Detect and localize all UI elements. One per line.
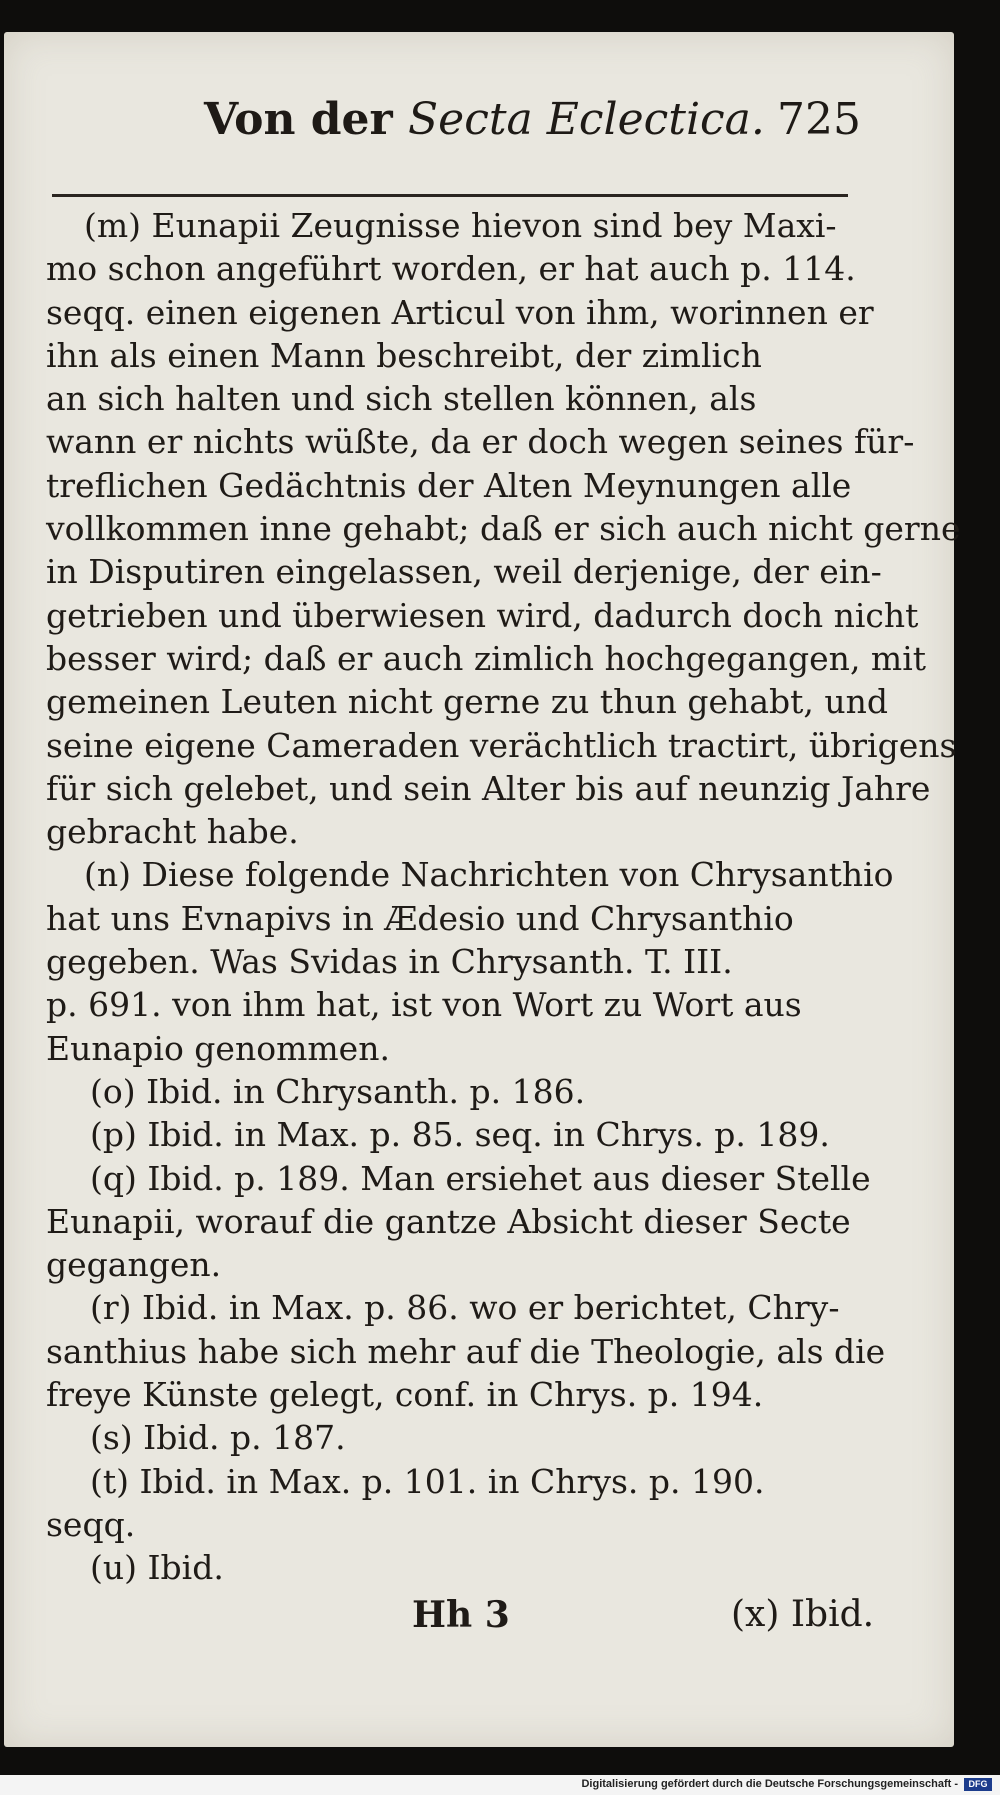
note-line: (p) Ibid. in Max. p. 85. seq. in Chrys. p. 189.	[90, 1115, 830, 1155]
page-header	[204, 94, 861, 164]
note-line: ihn als einen Mann beschreibt, der zimlich	[46, 335, 762, 375]
footnotes-block	[46, 204, 961, 1590]
note-line: (s) Ibid. p. 187.	[90, 1418, 346, 1458]
note-line: für sich gelebet, und sein Alter bis auf neunzig Jahre	[46, 768, 931, 808]
note-line: seqq. einen eigenen Articul von ihm, worinnen er	[46, 292, 874, 332]
book-page	[4, 32, 961, 1747]
note-line: besser wird; daß er auch zimlich hochgegangen, mit	[46, 638, 927, 678]
running-head-text: Von der	[204, 94, 409, 145]
note-line: seine eigene Cameraden verächtlich tractirt, übrigens	[46, 725, 957, 765]
signature-mark: Hh 3	[412, 1594, 510, 1636]
note-line: (n) Diese folgende Nachrichten von Chrysanthio	[84, 855, 894, 895]
note-line: hat uns Evnapivs in Ædesio und Chrysanthio	[46, 898, 794, 938]
note-line: p. 691. von ihm hat, ist von Wort zu Wort aus	[46, 985, 802, 1025]
note-line: gebracht habe.	[46, 812, 299, 852]
note-line: gemeinen Leuten nicht gerne zu thun gehabt, und	[46, 682, 888, 722]
note-line: (q) Ibid. p. 189. Man ersiehet aus dieser Stelle	[90, 1158, 871, 1198]
dfg-logo-icon: DFG	[964, 1778, 992, 1791]
note-line: (o) Ibid. in Chrysanth. p. 186.	[90, 1071, 586, 1111]
header-rule	[52, 194, 848, 197]
page-footer	[4, 1584, 954, 1644]
note-line: Eunapii, worauf die gantze Absicht dieser Secte	[46, 1201, 851, 1241]
note-line: freye Künste gelegt, conf. in Chrys. p. 194.	[46, 1375, 764, 1415]
note-line: (u) Ibid.	[90, 1548, 224, 1588]
note-line: vollkommen inne gehabt; daß er sich auch nicht gerne	[46, 509, 961, 549]
running-head	[204, 94, 765, 145]
note-line: gegeben. Was Svidas in Chrysanth. T. III.	[46, 942, 733, 982]
note-line: an sich halten und sich stellen können, als	[46, 379, 757, 419]
note-line: mo schon angeführt worden, er hat auch p. 114.	[46, 249, 856, 289]
note-line: Eunapio genommen.	[46, 1028, 390, 1068]
note-line: gegangen.	[46, 1245, 222, 1285]
note-line: wann er nichts wüßte, da er doch wegen seines für-	[46, 422, 915, 462]
note-line: treflichen Gedächtnis der Alten Meynungen alle	[46, 465, 852, 505]
note-line: getrieben und überwiesen wird, dadurch doch nicht	[46, 595, 919, 635]
note-line: in Disputiren eingelassen, weil derjenige, der ein-	[46, 552, 882, 592]
digitization-credit-bar	[0, 1775, 1000, 1795]
page-number: 725	[777, 94, 861, 145]
running-head-italic: Secta Eclectica.	[408, 94, 765, 145]
note-line: santhius habe sich mehr auf die Theologie, als die	[46, 1331, 886, 1371]
note-line: (r) Ibid. in Max. p. 86. wo er berichtet, Chry-	[90, 1288, 840, 1328]
note-line: (m) Eunapii Zeugnisse hievon sind bey Maxi-	[84, 206, 837, 245]
note-line: (t) Ibid. in Max. p. 101. in Chrys. p. 190.	[90, 1461, 765, 1501]
note-line: seqq.	[46, 1504, 136, 1544]
catchword: (x) Ibid.	[731, 1594, 875, 1635]
digitization-credit: Digitalisierung gefördert durch die Deutsche Forschungsgemeinschaft -	[581, 1778, 958, 1790]
